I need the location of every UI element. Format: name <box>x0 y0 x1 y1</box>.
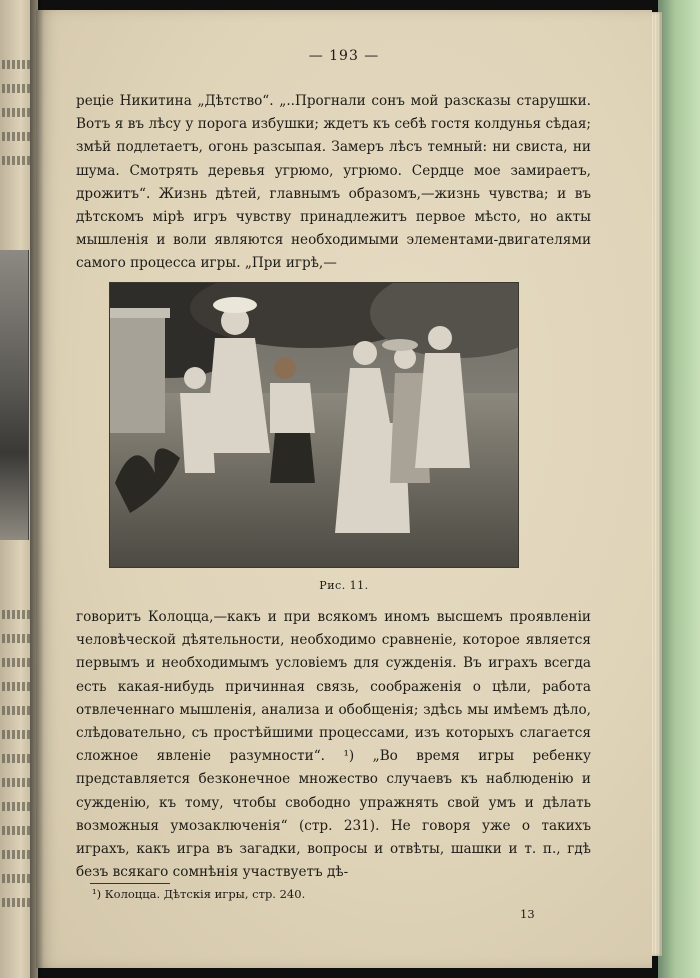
footnote: ¹) Колоцца. Дѣтскія игры, стр. 240. <box>92 887 306 901</box>
figure-caption: Рис. 11. <box>319 579 369 592</box>
previous-page-text <box>2 682 30 691</box>
previous-page-text <box>2 60 30 69</box>
previous-page-text <box>2 156 30 165</box>
illustration-drawing <box>110 283 518 567</box>
previous-page-text <box>2 826 30 835</box>
previous-page-text <box>2 132 30 141</box>
illustration-children-playing <box>110 283 518 567</box>
book-page <box>36 10 652 968</box>
previous-page-text <box>2 874 30 883</box>
page-number: — 193 — <box>308 48 380 64</box>
book-cover-edge <box>658 0 700 978</box>
paragraph-bottom: говоритъ Колоцца,—какъ и при всякомъ иномъ высшемъ проявленіи человѣческой дѣятельности, необходимо сравненіе, которое является первымъ и необходимымъ условіемъ для сужденія. Въ играхъ всегда есть какая-нибудь причинная связь, соображенія о цѣли, работа отвлеченнаго мышленія, анализа и обобщенія; здѣсь мы имѣемъ дѣло, слѣдовательно, съ простѣйшими процессами, изъ которыхъ слагается сложное явленіе разумности“. ¹) „Во время игры ребенку представляется безконечное множество случаевъ къ наблюденію и сужденію, къ тому, чтобы свободно упражнять свой умъ и дѣлать возможныя умозаключенія“ (стр. 231). Не говоря уже о такихъ играхъ, какъ игра въ загадки, вопросы и отвѣты, шашки и т. п., гдѣ безъ всякаго сомнѣнія участвуетъ дѣ- <box>76 609 591 881</box>
previous-page-text <box>2 802 30 811</box>
previous-page-text <box>2 634 30 643</box>
previous-page-text <box>2 658 30 667</box>
book-gutter-shadow <box>30 0 44 978</box>
signature-mark: 13 <box>520 907 535 921</box>
previous-page-text <box>2 730 30 739</box>
previous-page-text <box>2 850 30 859</box>
previous-page-text <box>2 108 30 117</box>
paragraph-top: реціе Никитина „Дѣтство“. „..Прогнали сонъ мой разсказы старушки. Вотъ я въ лѣсу у порога избушки; ждетъ къ себѣ гостя колдунья сѣдая; змѣй подлетаетъ, огонь разсыпая. Замеръ лѣсъ темный: ни свиста, ни шума. Смотрять деревья угрюмо, угрюмо. Сердце мое замираетъ, дрожитъ“. Жизнь дѣтей, главнымъ образомъ,—жизнь чувства; и въ дѣтскомъ мірѣ игръ чувству принадлежитъ первое мѣсто, но акты мышленія и воли являются необходимыми элементами-двигателями самого процесса игры. „При игрѣ,— <box>76 93 591 272</box>
previous-page-text <box>2 706 30 715</box>
previous-page-text <box>2 778 30 787</box>
previous-page-photo <box>0 250 29 540</box>
previous-page-text <box>2 754 30 763</box>
previous-page-text <box>2 898 30 907</box>
footnote-divider <box>90 883 170 884</box>
previous-page-text <box>2 84 30 93</box>
previous-page-text <box>2 610 30 619</box>
